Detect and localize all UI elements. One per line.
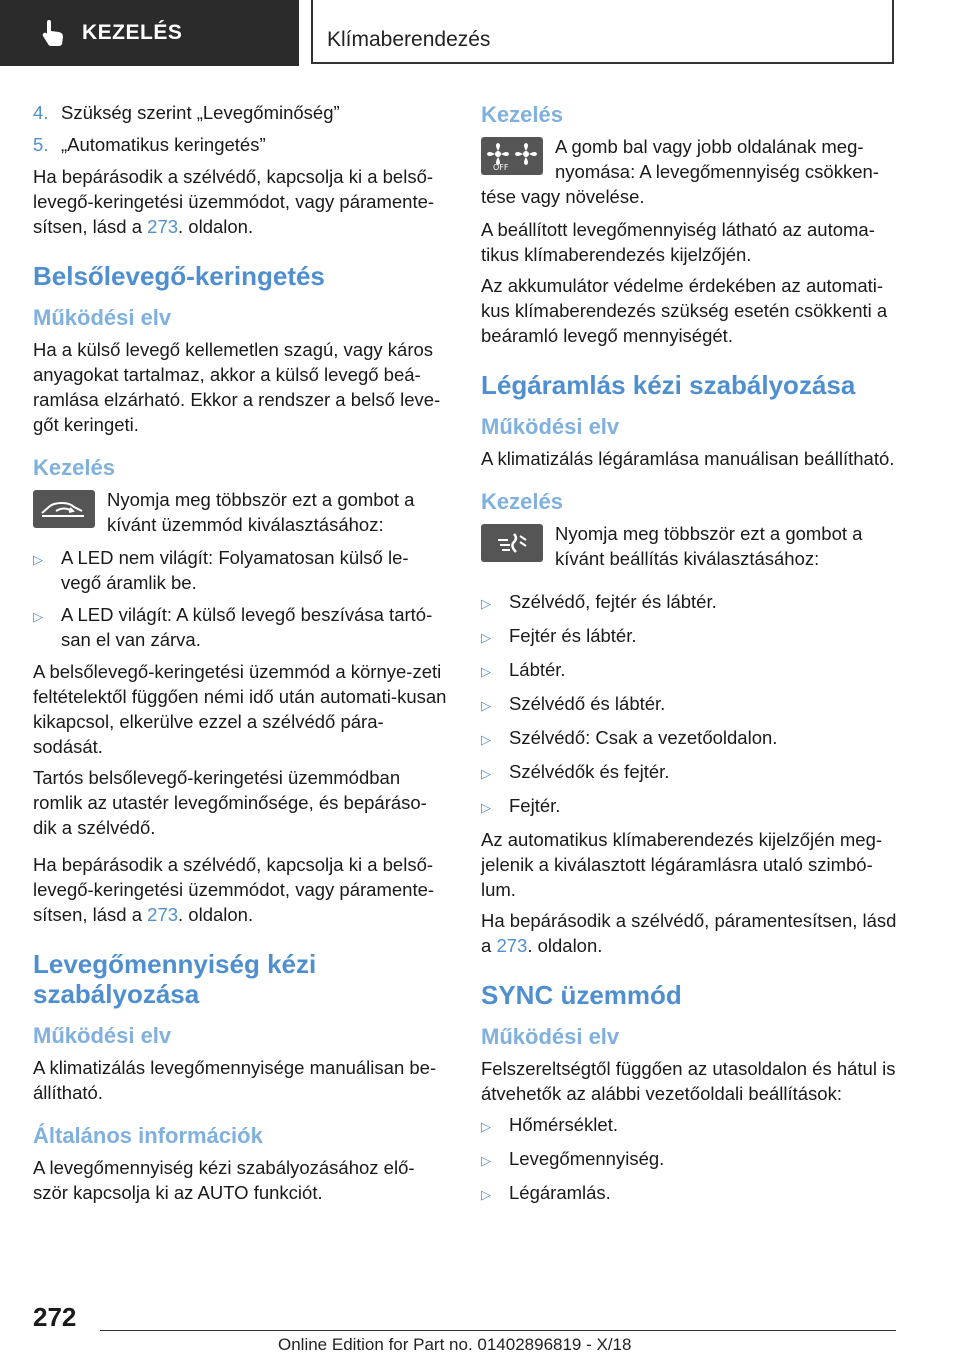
button-row [481,521,899,571]
list-item [33,132,448,157]
bullet-triangle-icon: ▷ [33,609,43,624]
bullet-item [481,1112,899,1139]
paragraph: Felszereltségtől függően az utasoldalon és hátul is átvehetők az alábbi vezetőoldali beállítások: [481,1058,896,1104]
bullet-triangle-icon: ▷ [481,630,491,645]
bullet-item [481,1146,899,1173]
button-row [481,134,899,209]
paragraph: A beállított levegőmennyiség látható az automa-tikus klímaberendezés kijelzőjén. [481,219,875,265]
paragraph: A klimatizálás légáramlása manuálisan beállítható. [481,448,895,469]
paragraph [33,852,448,927]
paragraph-text: . oldalon. [178,904,254,925]
bullet-triangle-icon: ▷ [481,664,491,679]
paragraph-text: Ha bepárásodik a szélvédő, páramentesítsen, lásd a [481,910,897,956]
paragraph-text: Ha bepárásodik a szélvédő, kapcsolja ki a belső-levegő-keringetési üzemmódot, vagy páramente-sítsen, lásd a [33,854,435,925]
paragraph [33,164,448,239]
bullet-item [33,602,448,652]
page-link[interactable]: 273 [496,935,528,956]
paragraph-text: Nyomja meg többször ezt a gombot a kívánt beállítás kiválasztásához: [555,523,863,569]
list-text: „Automatikus keringetés” [61,134,266,155]
paragraph-text: Nyomja meg többször ezt a gombot a kívánt üzemmód kiválasztásához: [107,489,415,535]
edition-footer: Online Edition for Part no. 01402896819 - X/18 [278,1335,632,1354]
bullet-triangle-icon: ▷ [481,766,491,781]
chapter-tab [311,0,894,64]
bullet-text: Fejtér és lábtér. [509,625,637,646]
left-column [33,100,448,1211]
fan-off-icon [484,140,540,172]
paragraph-text: Ha bepárásodik a szélvédő, kapcsolja ki a belső-levegő-keringetési üzemmódot, vagy páramente-sítsen, lásd a [33,166,435,237]
bullet-text: Levegőmennyiség. [509,1148,665,1169]
bullet-text: A LED nem világít: Folyamatosan külső le-vegő áramlik be. [61,547,409,593]
svg-text:OFF: OFF [493,163,509,172]
paragraph-text: A gomb bal vagy jobb oldalának meg-nyomása: A levegőmennyiség csökken-tése vagy növelése. [481,136,879,207]
bullet-item [481,725,899,752]
bullet-triangle-icon: ▷ [481,698,491,713]
heading-recirculation: Belsőlevegő-keringetés [33,261,325,291]
subheading-principle: Működési elv [33,305,172,330]
list-number: 5. [33,134,49,155]
paragraph [481,908,899,958]
bullet-item [33,545,448,595]
chapter-label: Klímaberendezés [327,28,491,51]
page-header [0,0,960,66]
subheading-operation: Kezelés [33,455,115,480]
list-item [33,100,448,125]
page-number: 272 [33,1302,77,1332]
paragraph-text: . oldalon. [527,935,603,956]
bullet-text: Légáramlás. [509,1182,611,1203]
subheading-principle: Működési elv [481,414,620,439]
paragraph: A levegőmennyiség kézi szabályozásához elő-ször kapcsolja ki az AUTO funkciót. [33,1157,415,1203]
bullet-item [481,657,899,684]
bullet-triangle-icon: ▷ [481,596,491,611]
bullet-triangle-icon: ▷ [33,552,43,567]
subheading-operation: Kezelés [481,489,563,514]
bullet-triangle-icon: ▷ [481,732,491,747]
heading-sync-mode: SYNC üzemmód [481,980,682,1010]
paragraph: A klimatizálás levegőmennyisége manuálisan be-állítható. [33,1057,437,1103]
list-text: Szükség szerint „Levegőminőség” [61,102,340,123]
airflow-icon [492,530,532,556]
bullet-text: A LED világít: A külső levegő beszívása tartó-san el van zárva. [61,604,433,650]
button-row [33,487,448,537]
paragraph: Ha a külső levegő kellemetlen szagú, vagy káros anyagokat tartalmaz, akkor a külső levegő beá-ramlása elzárható. Ekkor a rendszer a belső leve-gőt keringeti. [33,339,441,435]
bullet-text: Szélvédő, fejtér és lábtér. [509,591,717,612]
page-link[interactable]: 273 [147,216,179,237]
bullet-triangle-icon: ▷ [481,1187,491,1202]
bullet-triangle-icon: ▷ [481,1119,491,1134]
paragraph: A belsőlevegő-keringetési üzemmód a környe-zeti feltételektől függően némi idő után automati-kusan kikapcsol, elkerülve ezzel a szélvédő pára-sodását. [33,661,447,757]
section-tab [0,0,299,66]
recirculation-button-icon [33,490,95,528]
airflow-button-icon [481,524,543,562]
bullet-text: Szélvédő és lábtér. [509,693,666,714]
pointing-hand-icon [38,18,68,48]
heading-airflow: Légáramlás kézi szabályozása [481,370,856,400]
paragraph: Az akkumulátor védelme érdekében az automati-kus klímaberendezés szükség esetén csökkenti a beáramló levegő mennyiségét. [481,275,888,346]
bullet-text: Fejtér. [509,795,561,816]
heading-air-volume: Levegőmennyiség kézi szabályozása [33,949,317,1009]
bullet-item [481,623,899,650]
footer-divider [100,1330,896,1331]
bullet-text: Lábtér. [509,659,566,680]
fan-button-icon [481,137,543,175]
bullet-text: Szélvédő: Csak a vezetőoldalon. [509,727,778,748]
subheading-principle: Működési elv [481,1024,620,1049]
bullet-item [481,1180,899,1207]
bullet-item [481,793,899,820]
subheading-general-info: Általános információk [33,1123,263,1148]
paragraph-text: . oldalon. [178,216,254,237]
bullet-text: Hőmérséklet. [509,1114,618,1135]
bullet-text: Szélvédők és fejtér. [509,761,670,782]
bullet-triangle-icon: ▷ [481,1153,491,1168]
subheading-principle: Működési elv [33,1023,172,1048]
subheading-operation: Kezelés [481,102,563,127]
paragraph: Tartós belsőlevegő-keringetési üzemmódban romlik az utastér levegőminősége, és bepáráso-dik a szélvédő. [33,767,427,838]
bullet-triangle-icon: ▷ [481,800,491,815]
bullet-item [481,691,899,718]
bullet-item [481,589,899,616]
car-recirculation-icon [38,496,90,522]
page-link[interactable]: 273 [147,904,179,925]
right-column [481,100,899,1214]
section-label: KEZELÉS [82,21,183,44]
list-number: 4. [33,102,49,123]
paragraph: Az automatikus klímaberendezés kijelzőjén meg-jelenik a kiválasztott légáramlásra utaló szimbó-lum. [481,829,883,900]
bullet-item [481,759,899,786]
